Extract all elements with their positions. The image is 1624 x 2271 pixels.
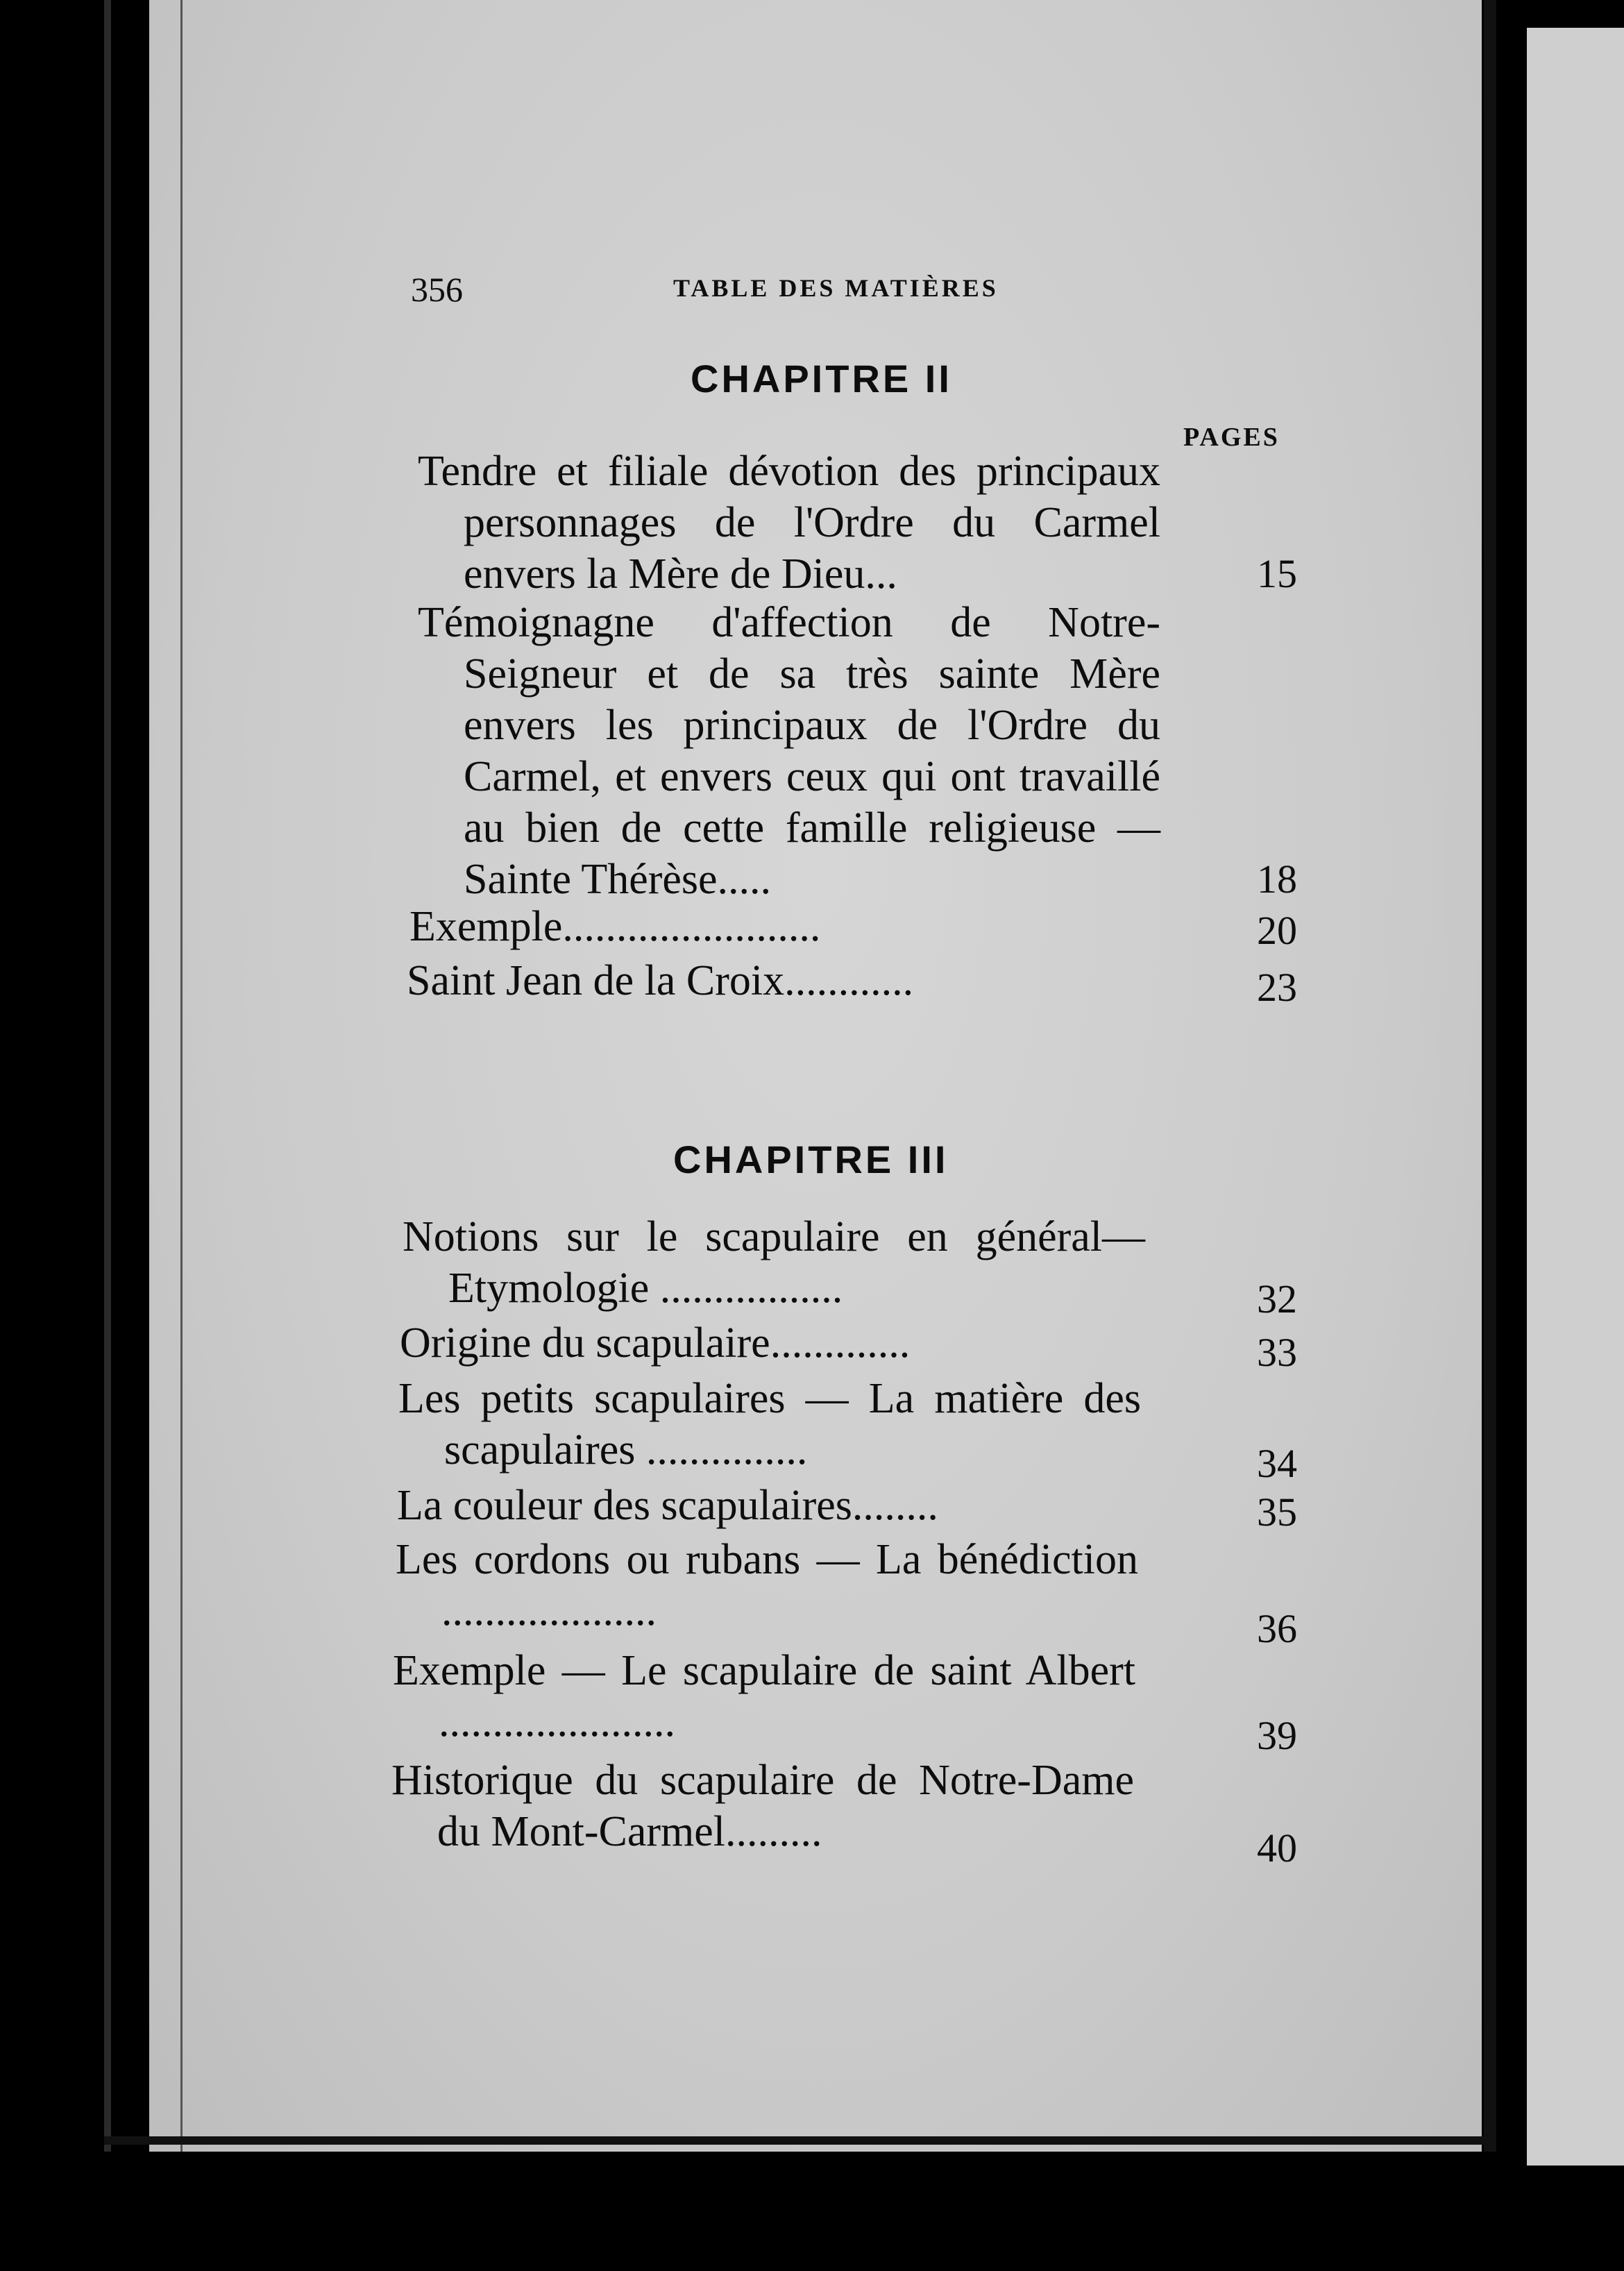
toc-entry-title: Historique du scapulaire de Notre-Dame du Mont-Carmel......... <box>391 1757 1134 1855</box>
toc-entry-page: 34 <box>1257 1441 1297 1486</box>
chapter-heading: CHAPITRE III <box>673 1138 949 1181</box>
chapter-heading: CHAPITRE II <box>691 357 952 400</box>
toc-entry-page: 23 <box>1257 965 1297 1010</box>
toc-entry-title: Origine du scapulaire............. <box>400 1319 911 1367</box>
page-number: 356 <box>411 270 463 309</box>
toc-entry-title: Les cordons ou rubans — La bénédiction .................... <box>396 1536 1138 1635</box>
toc-entry-page: 39 <box>1257 1713 1297 1758</box>
toc-entry-title: Exemple........................ <box>409 903 821 950</box>
toc-entry-page: 36 <box>1257 1606 1297 1651</box>
toc-entry-title: Témoignagne d'affection de Notre-Seigneur et de sa très sainte Mère envers les principaux de l'Ordre du Carmel, et envers ceux qui ont travaillé au bien de cette famille religieuse — Sainte Thérèse..... <box>418 599 1160 903</box>
spine-shadow <box>104 0 111 2152</box>
toc-entry-page: 40 <box>1257 1825 1297 1871</box>
page-bottom-edge <box>104 2136 1492 2145</box>
toc-entry-title: Les petits scapulaires — La matière des scapulaires ............... <box>398 1375 1141 1474</box>
toc-entry-page: 32 <box>1257 1276 1297 1322</box>
toc-entry-page: 35 <box>1257 1489 1297 1535</box>
pages-column-label: PAGES <box>1183 423 1280 452</box>
toc-entry-page: 15 <box>1257 551 1297 596</box>
toc-entry-title: La couleur des scapulaires........ <box>397 1482 938 1529</box>
toc-entry-page: 33 <box>1257 1330 1297 1375</box>
toc-entry-title: Saint Jean de la Croix............ <box>407 957 914 1004</box>
running-head <box>389 264 1319 312</box>
toc-entry-title: Tendre et filiale dévotion des principaux personnages de l'Ordre du Carmel envers la Mère de Dieu... <box>418 448 1160 598</box>
page-edge-line <box>180 0 183 2152</box>
facing-page-edge <box>1527 28 1624 2166</box>
running-head-title: TABLE DES MATIÈRES <box>673 274 999 302</box>
toc-entry-title: Exemple — Le scapulaire de saint Albert ...................... <box>393 1647 1135 1746</box>
page-right-edge <box>1484 0 1496 2152</box>
toc-entry-page: 20 <box>1257 908 1297 953</box>
toc-entry-page: 18 <box>1257 856 1297 902</box>
toc-entry-title: Notions sur le scapulaire en général— Etymologie ................. <box>403 1213 1145 1312</box>
